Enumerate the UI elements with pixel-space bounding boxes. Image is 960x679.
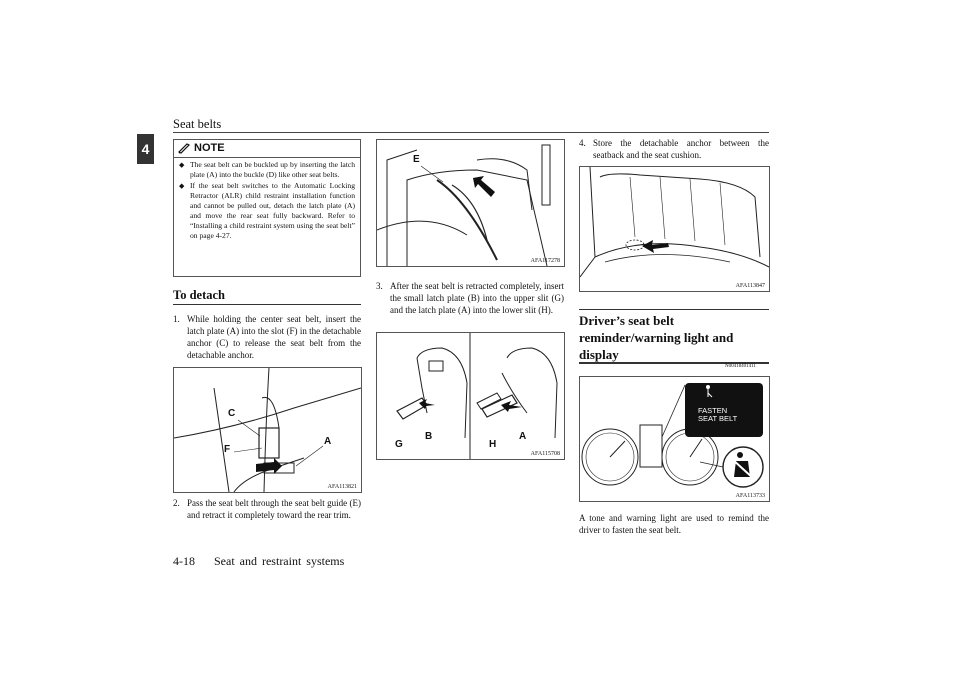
note-item: ◆ If the seat belt switches to the Automatic Locking Retractor (ALR) child restraint installation function and cannot be pulled out, detach the latch plate (A) and move the rear seat fully backward. Refer to “Installing a child restraint system using the seat belt” on page 4-27. (179, 181, 355, 241)
figure-code: AFA113847 (735, 283, 765, 289)
note-label: NOTE (194, 142, 225, 154)
figure-detach-anchor (173, 367, 362, 493)
label-b: B (425, 431, 433, 442)
figure-code: AFA113733 (735, 493, 765, 499)
note-heading (178, 142, 225, 154)
figure-reminder-light (579, 376, 770, 502)
step-number: 1. (173, 314, 180, 324)
step-text: After the seat belt is retracted completely, insert the small latch plate (B) into the upper slit (G) and the latch plate (A) into the lower slit (H). (390, 281, 564, 315)
step-2 (173, 497, 361, 521)
display-fasten-text (698, 407, 737, 423)
reminder-body: A tone and warning light are used to remind the driver to fasten the seat belt. (579, 513, 769, 535)
display-line-1: FASTEN (698, 406, 728, 415)
header-rule (173, 132, 769, 133)
note-item: ◆ The seat belt can be buckled up by inserting the latch plate (A) into the buckle (D) like other seat belts. (179, 160, 355, 180)
detach-heading-rule (173, 304, 361, 305)
label-e: E (413, 154, 420, 165)
figure-latch-slits (376, 332, 565, 460)
label-f: F (224, 444, 231, 455)
note-pencil-icon (178, 143, 191, 154)
figure-code: AFA113821 (327, 484, 357, 490)
page-footer (173, 554, 344, 569)
page-number: 4-18 (173, 554, 195, 568)
step-3 (376, 280, 564, 316)
figure-belt-guide (376, 139, 565, 267)
note-list (179, 160, 355, 242)
note-heading-rule (174, 157, 360, 158)
chapter-tab: 4 (137, 134, 154, 164)
figure-code: AFA117278 (530, 258, 560, 264)
footer-section: Seat and restraint systems (214, 554, 345, 568)
label-h: H (489, 439, 497, 450)
label-a: A (519, 431, 527, 442)
step-1 (173, 313, 361, 361)
reminder-heading: Driver’s seat belt reminder/warning light and display (579, 313, 734, 362)
note-box (173, 139, 361, 277)
reminder-ref-code: N00418401411 (725, 364, 756, 369)
header-title: Seat belts (173, 117, 222, 131)
figure-code: AFA115708 (530, 451, 560, 457)
figure-store-anchor (579, 166, 770, 292)
detach-heading: To detach (173, 288, 225, 302)
step-text: While holding the center seat belt, insert the latch plate (A) into the slot (F) in the detachable anchor (C) to release the seat belt from the detachable anchor. (187, 314, 361, 360)
step-number: 4. (579, 138, 586, 148)
step-number: 2. (173, 498, 180, 508)
step-text: Pass the seat belt through the seat belt guide (E) and retract it completely toward the rear trim. (187, 498, 361, 520)
display-line-2: SEAT BELT (698, 414, 738, 423)
step-text: Store the detachable anchor between the seatback and the seat cushion. (593, 138, 769, 160)
reminder-heading-top-rule (579, 309, 769, 310)
label-g: G (395, 439, 403, 450)
step-4 (579, 137, 769, 161)
label-a: A (324, 436, 332, 447)
step-number: 3. (376, 281, 383, 291)
label-c: C (228, 408, 236, 419)
